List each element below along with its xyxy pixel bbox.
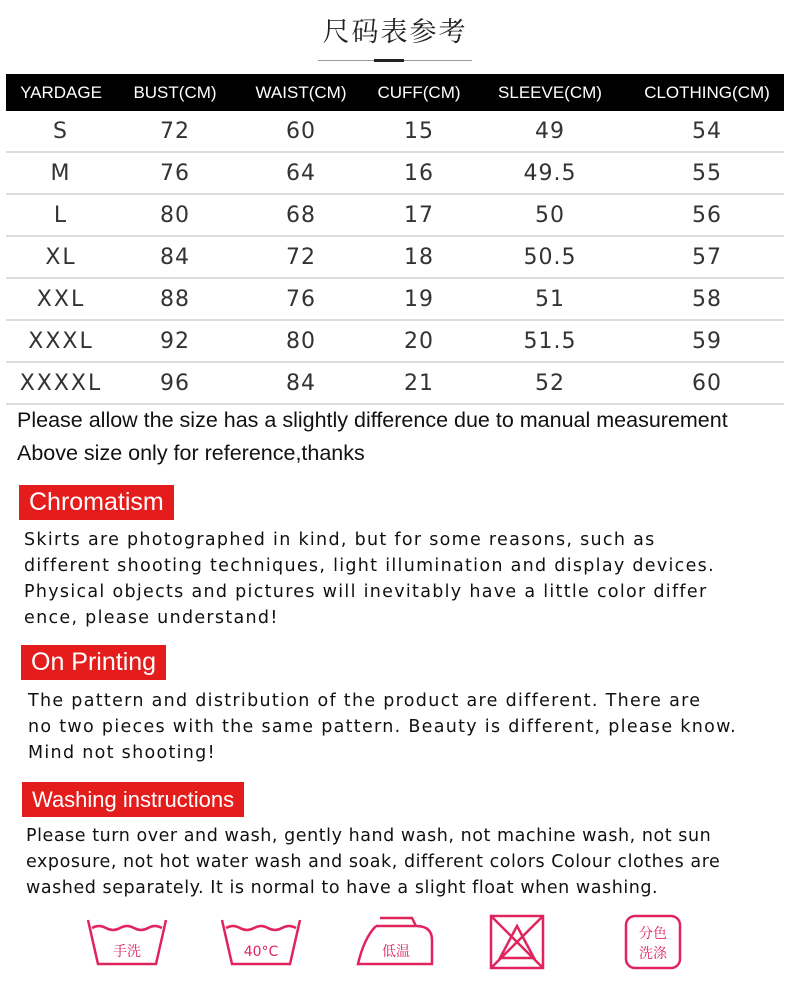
cell-bust: 88	[116, 278, 234, 320]
title-divider-accent	[374, 59, 404, 62]
header-sleeve: SLEEVE(CM)	[470, 74, 630, 111]
cell-cuff: 19	[368, 278, 470, 320]
cell-clothing: 56	[630, 194, 784, 236]
chromatism-text	[24, 527, 715, 631]
cell-clothing: 55	[630, 152, 784, 194]
cell-cuff: 21	[368, 362, 470, 404]
cell-size: M	[6, 152, 116, 194]
washing-line: Please turn over and wash, gently hand wash, not machine wash, not sun	[26, 826, 712, 846]
cell-cuff: 16	[368, 152, 470, 194]
cell-clothing: 57	[630, 236, 784, 278]
cell-clothing: 59	[630, 320, 784, 362]
low-iron-icon	[350, 912, 440, 972]
cell-size: L	[6, 194, 116, 236]
cell-sleeve: 49.5	[470, 152, 630, 194]
cell-waist: 84	[234, 362, 368, 404]
header-cuff: CUFF(CM)	[368, 74, 470, 111]
cell-waist: 64	[234, 152, 368, 194]
table-row	[6, 111, 784, 152]
hand-wash-icon	[82, 912, 172, 972]
cell-bust: 92	[116, 320, 234, 362]
table-row	[6, 194, 784, 236]
wash-40c-icon	[216, 912, 306, 972]
chromatism-line: Skirts are photographed in kind, but for some reasons, such as	[24, 530, 656, 550]
cell-sleeve: 52	[470, 362, 630, 404]
hand-wash-label: 手洗	[113, 944, 141, 960]
chromatism-heading: Chromatism	[19, 485, 174, 520]
cell-sleeve: 49	[470, 111, 630, 152]
header-clothing: CLOTHING(CM)	[630, 74, 784, 111]
washing-line: washed separately. It is normal to have a slight float when washing.	[26, 878, 659, 898]
cell-sleeve: 51.5	[470, 320, 630, 362]
cell-size: S	[6, 111, 116, 152]
cell-size: XXL	[6, 278, 116, 320]
printing-line: Mind not shooting!	[28, 743, 216, 763]
cell-cuff: 15	[368, 111, 470, 152]
cell-sleeve: 50	[470, 194, 630, 236]
table-row	[6, 362, 784, 404]
table-row	[6, 236, 784, 278]
cell-bust: 96	[116, 362, 234, 404]
table-header-row	[6, 74, 784, 111]
separate-label-top: 分色	[639, 926, 667, 942]
chromatism-line: different shooting techniques, light illumination and display devices.	[24, 556, 715, 576]
cell-waist: 68	[234, 194, 368, 236]
chromatism-line: Physical objects and pictures will inevitably have a little color differ	[24, 582, 708, 602]
cell-waist: 72	[234, 236, 368, 278]
cell-size: XL	[6, 236, 116, 278]
cell-waist: 60	[234, 111, 368, 152]
header-waist: WAIST(CM)	[234, 74, 368, 111]
cell-bust: 76	[116, 152, 234, 194]
cell-waist: 76	[234, 278, 368, 320]
cell-cuff: 18	[368, 236, 470, 278]
measurement-note: Please allow the size has a slightly difference due to manual measurement	[17, 408, 728, 432]
header-bust: BUST(CM)	[116, 74, 234, 111]
reference-note: Above size only for reference,thanks	[17, 441, 365, 465]
table-row	[6, 278, 784, 320]
cell-clothing: 60	[630, 362, 784, 404]
cell-bust: 80	[116, 194, 234, 236]
cell-sleeve: 51	[470, 278, 630, 320]
cell-size: XXXL	[6, 320, 116, 362]
cell-size: XXXXL	[6, 362, 116, 404]
size-chart-table	[6, 74, 784, 405]
washing-text	[26, 823, 720, 901]
cell-cuff: 17	[368, 194, 470, 236]
wash-temp-label: 40°C	[243, 944, 279, 960]
printing-line: no two pieces with the same pattern. Beauty is different, please know.	[28, 717, 737, 737]
cell-clothing: 54	[630, 111, 784, 152]
cell-bust: 72	[116, 111, 234, 152]
cell-sleeve: 50.5	[470, 236, 630, 278]
printing-text	[28, 688, 737, 766]
cell-cuff: 20	[368, 320, 470, 362]
header-yardage: YARDAGE	[6, 74, 116, 111]
printing-line: The pattern and distribution of the product are different. There are	[28, 691, 702, 711]
wash-separately-icon	[608, 912, 698, 972]
washing-heading: Washing instructions	[22, 782, 244, 817]
washing-line: exposure, not hot water wash and soak, different colors Colour clothes are	[26, 852, 721, 872]
printing-heading: On Printing	[21, 645, 166, 680]
cell-bust: 84	[116, 236, 234, 278]
separate-label-bottom: 洗涤	[639, 946, 667, 962]
chromatism-line: ence, please understand!	[24, 608, 279, 628]
page-title: 尺码表参考	[322, 17, 468, 48]
table-row	[6, 320, 784, 362]
cell-waist: 80	[234, 320, 368, 362]
no-bleach-icon	[472, 912, 562, 972]
cell-clothing: 58	[630, 278, 784, 320]
low-iron-label: 低温	[382, 944, 410, 960]
table-row	[6, 152, 784, 194]
